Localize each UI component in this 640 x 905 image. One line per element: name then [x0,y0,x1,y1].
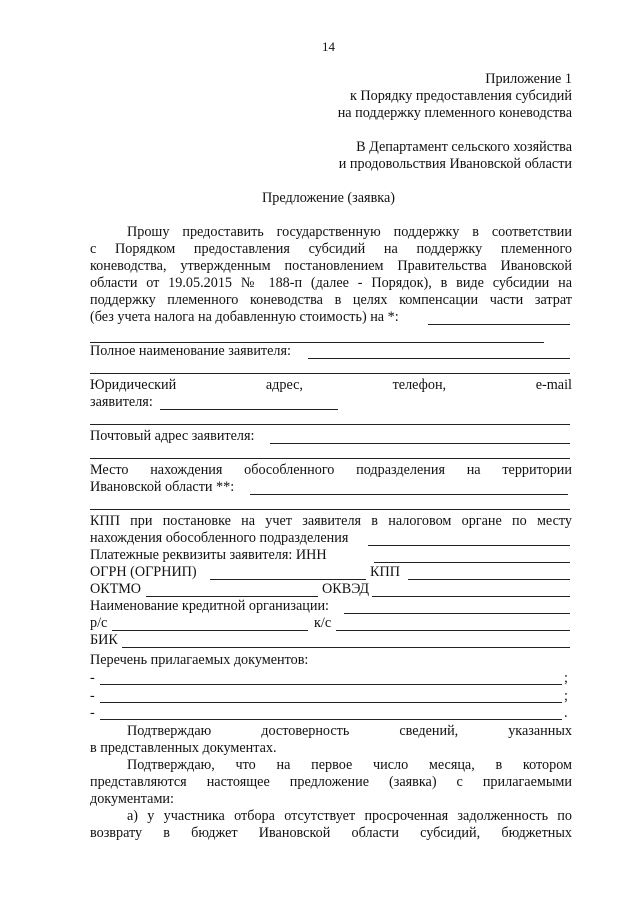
appendix-line-2: к Порядку предоставления субсидий [349,88,572,104]
payment-inn-label: Платежные реквизиты заявителя: ИНН [90,547,327,563]
confirm2-line-3: документами: [90,791,174,807]
ogrn-field[interactable] [210,579,366,580]
doc-field-2[interactable] [100,702,562,703]
inn-field[interactable] [374,562,570,563]
ks-field[interactable] [336,630,570,631]
postal-address-field-2[interactable] [90,458,570,459]
rs-field[interactable] [112,630,308,631]
postal-address-label: Почтовый адрес заявителя: [90,428,255,444]
legal-address-word-4: e-mail [535,377,572,393]
legal-address-word-1: Юридический [90,377,177,393]
confirm1-word-4: указанных [508,723,572,739]
location-line-2: Ивановской области **: [90,479,235,495]
okved-label: ОКВЭД [322,581,370,597]
intro-line-4: области от 19.05.2015 № 188-п (далее - Порядок), в виде субсидии на [90,275,572,291]
legal-address-word-2: адрес, [265,377,303,393]
confirm1-line-1 [127,723,572,740]
intro-line-5: поддержку племенного коневодства в целях компенсации части затрат [90,292,572,308]
docs-list-label: Перечень прилагаемых документов: [90,652,309,668]
doc-dash-2: - [90,688,95,704]
confirm1-word-3: сведений, [399,723,459,739]
okved-field[interactable] [372,596,570,597]
confirm2-line-2: представляются настоящее предложение (заявка) с прилагаемыми [90,774,572,790]
addressee-line-2: и продовольствия Ивановской области [338,156,572,172]
legal-address-field[interactable] [160,409,338,410]
full-name-field[interactable] [308,358,570,359]
kpp-location-field[interactable] [368,545,570,546]
document-title: Предложение (заявка) [262,190,395,206]
appendix-line-3: на поддержку племенного коневодства [337,105,572,121]
legal-address-tail: заявителя: [90,394,153,410]
appendix-line-1: Приложение 1 [485,71,572,87]
kpp-line-2: нахождения обособленного подразделения [90,530,349,546]
legal-address-field-2[interactable] [90,424,570,425]
postal-address-field[interactable] [270,443,570,444]
doc-field-1[interactable] [100,684,562,685]
oktmo-label: ОКТМО [90,581,142,597]
bank-name-field[interactable] [344,613,570,614]
intro-line-2: с Порядком предоставления субсидий на поддержку племенного [90,241,572,257]
ogrn-label: ОГРН (ОГРНИП) [90,564,197,580]
doc-dash-3: - [90,705,95,721]
doc-dash-1: - [90,670,95,686]
item-a-line-1: а) у участника отбора отсутствует просроченная задолженность по [127,808,572,824]
intro-line-1: Прошу предоставить государственную поддержку в соответствии [127,224,572,240]
kpp-field[interactable] [408,579,570,580]
item-a-line-2: возврату в бюджет Ивановской области субсидий, бюджетных [90,825,572,841]
doc-end-3: . [564,705,568,721]
page-number: 14 [322,39,335,54]
bik-label: БИК [90,632,118,648]
confirm1-word-1: Подтверждаю [127,723,212,739]
location-field-2[interactable] [90,509,570,510]
bank-name-label: Наименование кредитной организации: [90,598,329,614]
addressee-line-1: В Департамент сельского хозяйства [356,139,572,155]
confirm1-word-2: достоверность [261,723,350,739]
oktmo-field[interactable] [146,596,318,597]
confirm2-line-1: Подтверждаю, что на первое число месяца, в котором [127,757,572,773]
kpp-line-1: КПП при постановке на учет заявителя в налоговом органе по месту [90,513,572,529]
doc-field-3[interactable] [100,719,562,720]
kpp-label: КПП [370,564,400,580]
intro-line-3: коневодства, утвержденным постановлением Правительства Ивановской [90,258,572,274]
bik-field[interactable] [122,647,570,648]
legal-address-line [90,377,572,394]
location-field[interactable] [250,494,568,495]
subsidy-purpose-field[interactable] [428,324,570,325]
ks-label: к/с [314,615,332,631]
full-name-label: Полное наименование заявителя: [90,343,291,359]
full-name-field-2[interactable] [90,373,570,374]
legal-address-word-3: телефон, [392,377,447,393]
doc-end-1: ; [564,670,568,686]
location-line-1: Место нахождения обособленного подразделения на территории [90,462,572,478]
doc-end-2: ; [564,688,568,704]
rs-label: р/с [90,615,108,631]
intro-line-6: (без учета налога на добавленную стоимость) на *: [90,309,399,325]
confirm1-line-2: в представленных документах. [90,740,277,756]
